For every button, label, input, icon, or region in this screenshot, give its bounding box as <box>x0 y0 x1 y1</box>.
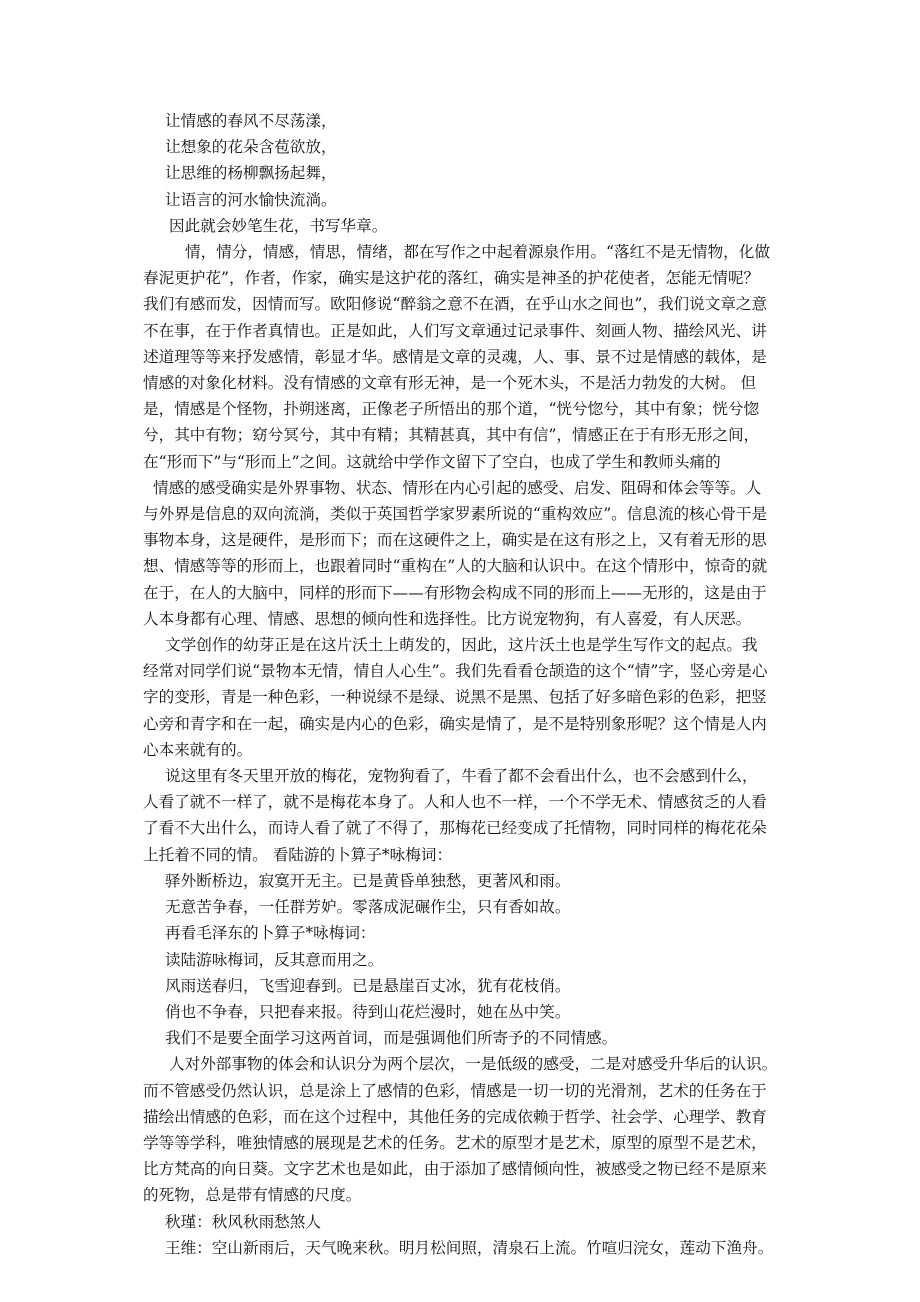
text-line: 秋瑾：秋风秋雨愁煞人 <box>165 1212 321 1231</box>
text-line: 而不管感受仍然认识，总是涂上了感情的色彩，情感是一切一切的光滑剂，艺术的任务在于 <box>143 1081 767 1100</box>
poem-line-1: 让情感的春风不尽荡漾， <box>165 112 337 130</box>
poem-line: 驿外断桥边，寂寞开无主。已是黄昏单独愁，更著风和雨。 <box>165 871 571 890</box>
text-line: 不在事，在于作者真情也。正是如此，人们写文章通过记录事件、刻画人物、描绘风光、讲 <box>143 321 767 340</box>
text-line: 情感的对象化材料。没有情感的文章有形无神，是一个死木头，不是活力勃发的大树。 但 <box>143 374 757 393</box>
text-line: 了看不大出什么，而诗人看了就了不得了，那梅花已经变成了托情物，同时同样的梅花花朵 <box>143 819 767 838</box>
text-line: 心本来就有的。 <box>143 740 253 759</box>
poem-line: 风雨送春归，飞雪迎春到。已是悬崖百丈冰，犹有花枝俏。 <box>165 976 571 995</box>
text-line: 描绘出情感的色彩，而在这个过程中，其他任务的完成依赖于哲学、社会学、心理学、教育 <box>143 1107 767 1126</box>
paragraph-start: 说这里有冬天里开放的梅花，宠物狗看了，牛看了都不会看出什么，也不会感到什么， <box>165 767 758 786</box>
text-line: 王维：空山新雨后，天气晚来秋。明月松间照，清泉石上流。竹喧归浣女，莲动下渔舟。 <box>165 1238 774 1257</box>
text-line: 读陆游咏梅词，反其意而用之。 <box>165 950 384 969</box>
poem-line-2: 让想象的花朵含苞欲放， <box>165 138 337 157</box>
paragraph-start: 情感的感受确实是外界事物、状态、情形在内心引起的感受、启发、阻碍和体会等等。人 <box>153 478 762 497</box>
text-line: 的死物，总是带有情感的尺度。 <box>143 1186 362 1205</box>
text-line: 比方梵高的向日葵。文字艺术也是如此，由于添加了感情倾向性，被感受之物已经不是原来 <box>143 1160 767 1179</box>
poem-line: 无意苦争春，一任群芳妒。零落成泥碾作尘，只有香如故。 <box>165 898 571 917</box>
text-line: 人本身都有心理、情感、思想的倾向性和选择性。比方说宠物狗，有人喜爱，有人厌恶。 <box>143 609 752 628</box>
text-line: 述道理等等来抒发感情，彰显才华。感情是文章的灵魂，人、事、景不过是情感的载体，是 <box>143 347 767 366</box>
text-line: 因此就会妙笔生花，书写华章。 <box>169 216 388 235</box>
paragraph-start: 情，情分，情感，情思，情绪，都在写作之中起着源泉作用。“落红不是无情物，化做 <box>185 243 770 262</box>
text-line: 经常对同学们说“景物本无情，情自人心生”。我们先看看仓颉造的这个“情”字，竖心旁是心 <box>143 662 768 681</box>
text-line: 事物本身，这是硬件，是形而下；而在这硬件之上，确实是在这有形之上，又有着无形的思 <box>143 531 767 550</box>
text-line: 与外界是信息的双向流淌，类似于英国哲学家罗素所说的“重构效应”。信息流的核心骨干是 <box>143 505 768 524</box>
text-line: 人看了就不一样了，就不是梅花本身了。人和人也不一样，一个不学无术、情感贫乏的人看 <box>143 793 767 812</box>
paragraph-start: 人对外部事物的体会和认识分为两个层次，一是低级的感受，二是对感受升华后的认识。 <box>169 1055 778 1074</box>
text-line: 我们有感而发，因情而写。欧阳修说“醉翁之意不在酒，在乎山水之间也”，我们说文章之意 <box>143 295 768 314</box>
text-line: 在于，在人的大脑中，同样的形而下——有形物会构成不同的形而上——无形的，这是由于 <box>143 583 767 602</box>
text-line: 春泥更护花”，作者，作家，确实是这护花的落红，确实是神圣的护花使者，怎能无情呢？ <box>143 269 760 288</box>
text-line: 上托着不同的情。 看陆游的卜算子*咏梅词： <box>143 845 453 864</box>
poem-line-4: 让语言的河水愉快流淌。 <box>165 190 337 209</box>
paragraph-start: 文学创作的幼芽正是在这片沃土上萌发的，因此，这片沃土也是学生写作文的起点。我 <box>165 636 758 655</box>
text-line: 在“形而下”与“形而上”之间。这就给中学作文留下了空白，也成了学生和教师头痛的 <box>143 452 721 471</box>
poem-line-3: 让思维的杨柳飘扬起舞， <box>165 164 337 183</box>
text-line: 想、情感等等的形而上，也跟着同时“重构在”人的大脑和认识中。在这个情形中，惊奇的就 <box>143 557 768 576</box>
text-line: 学等等学科，唯独情感的展现是艺术的任务。艺术的原型才是艺术，原型的原型不是艺术， <box>143 1133 767 1152</box>
text-line: 我们不是要全面学习这两首词，而是强调他们所寄予的不同情感。 <box>165 1029 618 1048</box>
text-line: 字的变形，青是一种色彩，一种说绿不是绿、说黑不是黑、包括了好多暗色彩的色彩，把竖 <box>143 688 767 707</box>
poem-line: 俏也不争春，只把春来报。待到山花烂漫时，她在丛中笑。 <box>165 1002 571 1021</box>
document-body <box>143 108 793 1261</box>
text-line: 心旁和青字和在一起，确实是内心的色彩，确实是情了，是不是特别象形呢？这个情是人内 <box>143 714 767 733</box>
text-line: 兮，其中有物；窈兮冥兮，其中有精；其精甚真，其中有信”，情感正在于有形无形之间， <box>143 426 760 445</box>
text-line: 再看毛泽东的卜算子*咏梅词： <box>165 924 376 943</box>
text-line: 是，情感是个怪物，扑朔迷离，正像老子所悟出的那个道，“恍兮惚兮，其中有象；恍兮惚 <box>143 400 760 419</box>
